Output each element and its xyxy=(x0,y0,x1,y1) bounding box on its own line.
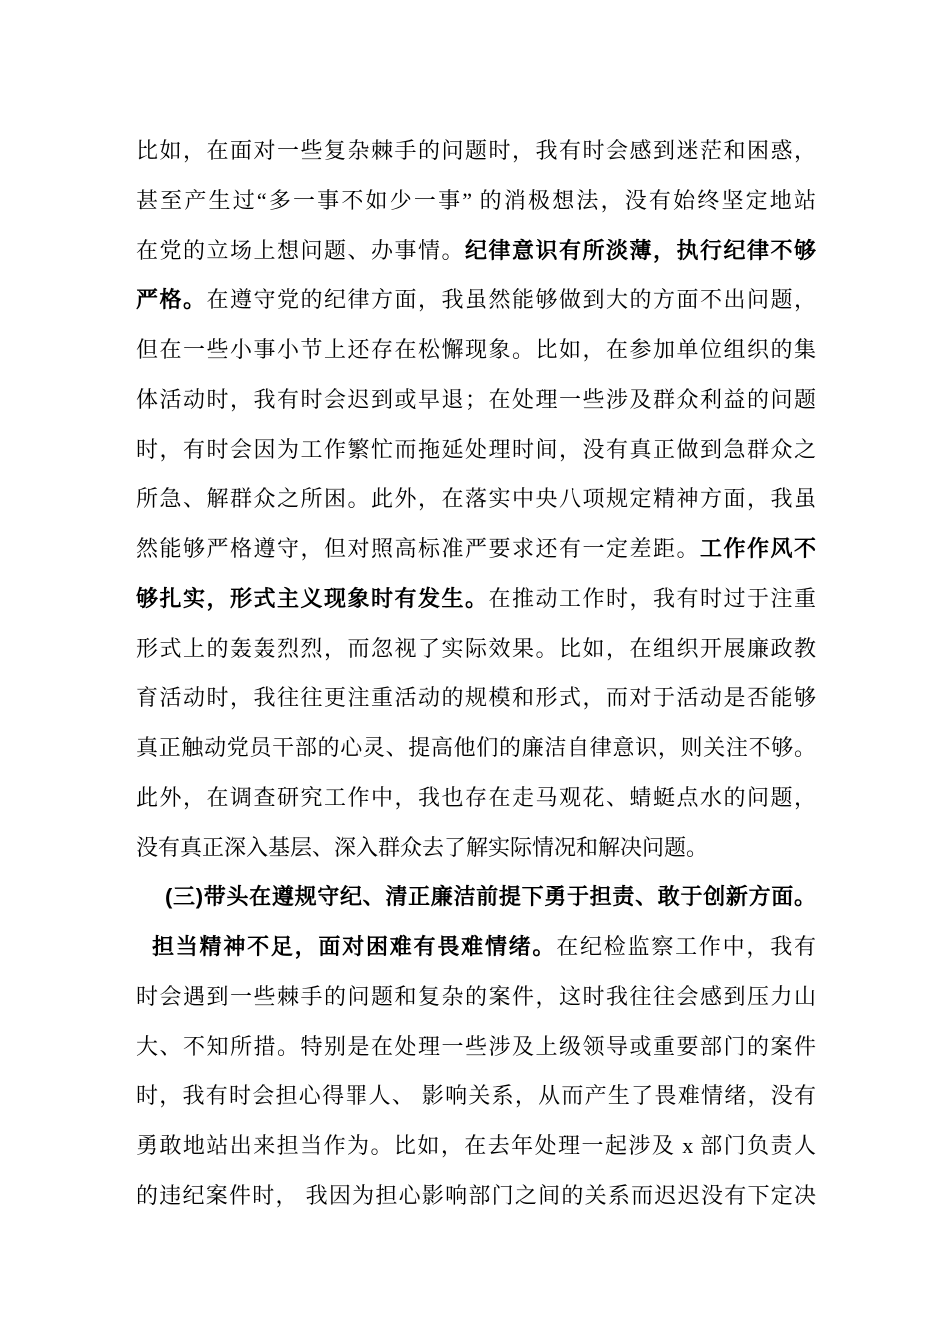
text-segment: 时，有时会因为工作繁忙而拖延处理时间，没有真正做到急群众之 xyxy=(136,436,816,462)
text-segment: 比如，在面对一些复杂棘手的问题时，我有时会感到迷茫和困惑， xyxy=(136,138,816,163)
text-line xyxy=(136,773,816,823)
text-segment: 甚至产生过“多一事不如少一事” 的消极想法，没有始终坚定地站 xyxy=(136,187,816,213)
text-segment: 在党的立场上想问题、办事情。 xyxy=(136,237,465,263)
text-line xyxy=(136,1022,816,1072)
bold-text-segment: (三)带头在遵规守纪、清正廉洁前提下勇于担责、敢于创新方面。 xyxy=(165,884,816,910)
text-line xyxy=(136,823,816,873)
text-line xyxy=(136,126,816,176)
bold-text-segment: 工作作风不 xyxy=(699,536,816,561)
text-segment: 此外，在调查研究工作中，我也存在走马观花、蜻蜓点水的问题， xyxy=(136,784,816,810)
text-segment: 的违纪案件时， 我因为担心影响部门之间的关系而迟迟没有下定决 xyxy=(136,1182,816,1208)
text-line xyxy=(136,1071,816,1121)
text-line xyxy=(136,275,816,325)
text-line xyxy=(136,1121,816,1171)
text-segment: 然能够严格遵守，但对照高标准严要求还有一定差距。 xyxy=(136,536,700,561)
text-line xyxy=(136,673,816,723)
text-line xyxy=(136,972,816,1022)
text-segment: 但在一些小事小节上还存在松懈现象。比如，在参加单位组织的集 xyxy=(136,337,816,362)
bold-text-segment: 担当精神不足，面对困难有畏难情绪。 xyxy=(152,934,557,959)
text-line xyxy=(136,624,816,674)
text-segment: 育活动时，我往往更注重活动的规模和形式，而对于活动是否能够 xyxy=(136,685,816,711)
text-segment: 形式上的轰轰烈烈，而忽视了实际效果。比如，在组织开展廉政教 xyxy=(136,635,816,661)
text-line xyxy=(136,375,816,425)
bold-text-segment: 够扎实，形式主义现象时有发生。 xyxy=(136,585,489,611)
text-segment: 勇敢地站出来担当作为。比如，在去年处理一起涉及 x 部门负责人 xyxy=(136,1133,816,1158)
text-line xyxy=(136,325,816,375)
text-segment: 没有真正深入基层、深入群众去了解实际情况和解决问题。 xyxy=(136,834,709,860)
text-segment: 时会遇到一些棘手的问题和复杂的案件，这时我往往会感到压力山 xyxy=(136,983,816,1009)
text-segment: 在遵守党的纪律方面，我虽然能够做到大的方面不出问题， xyxy=(206,287,816,313)
text-line xyxy=(136,226,816,276)
text-line xyxy=(136,574,816,624)
text-line xyxy=(136,425,816,475)
text-line xyxy=(136,176,816,226)
text-line xyxy=(136,922,816,972)
bold-text-segment: 严格。 xyxy=(136,287,207,313)
text-line xyxy=(136,723,816,773)
text-line xyxy=(136,474,816,524)
text-line xyxy=(136,872,816,922)
text-line xyxy=(136,524,816,574)
text-segment: 大、不知所措。特别是在处理一些涉及上级领导或重要部门的案件 xyxy=(136,1033,816,1059)
text-segment: 所急、解群众之所困。此外，在落实中央八项规定精神方面，我虽 xyxy=(136,486,816,512)
text-segment: 时，我有时会担心得罪人、 影响关系，从而产生了畏难情绪，没有 xyxy=(136,1083,816,1109)
text-line xyxy=(136,1171,816,1221)
text-segment: 体活动时，我有时会迟到或早退；在处理一些涉及群众利益的问题 xyxy=(136,386,816,412)
bold-text-segment: 纪律意识有所淡薄，执行纪律不够 xyxy=(465,237,816,263)
text-segment: 在推动工作时，我有时过于注重 xyxy=(488,585,816,611)
text-segment: 真正触动党员干部的心灵、提高他们的廉洁自律意识，则关注不够。 xyxy=(136,735,816,760)
document-text-block xyxy=(136,126,816,1221)
text-segment: 在纪检监察工作中，我有 xyxy=(556,934,816,959)
